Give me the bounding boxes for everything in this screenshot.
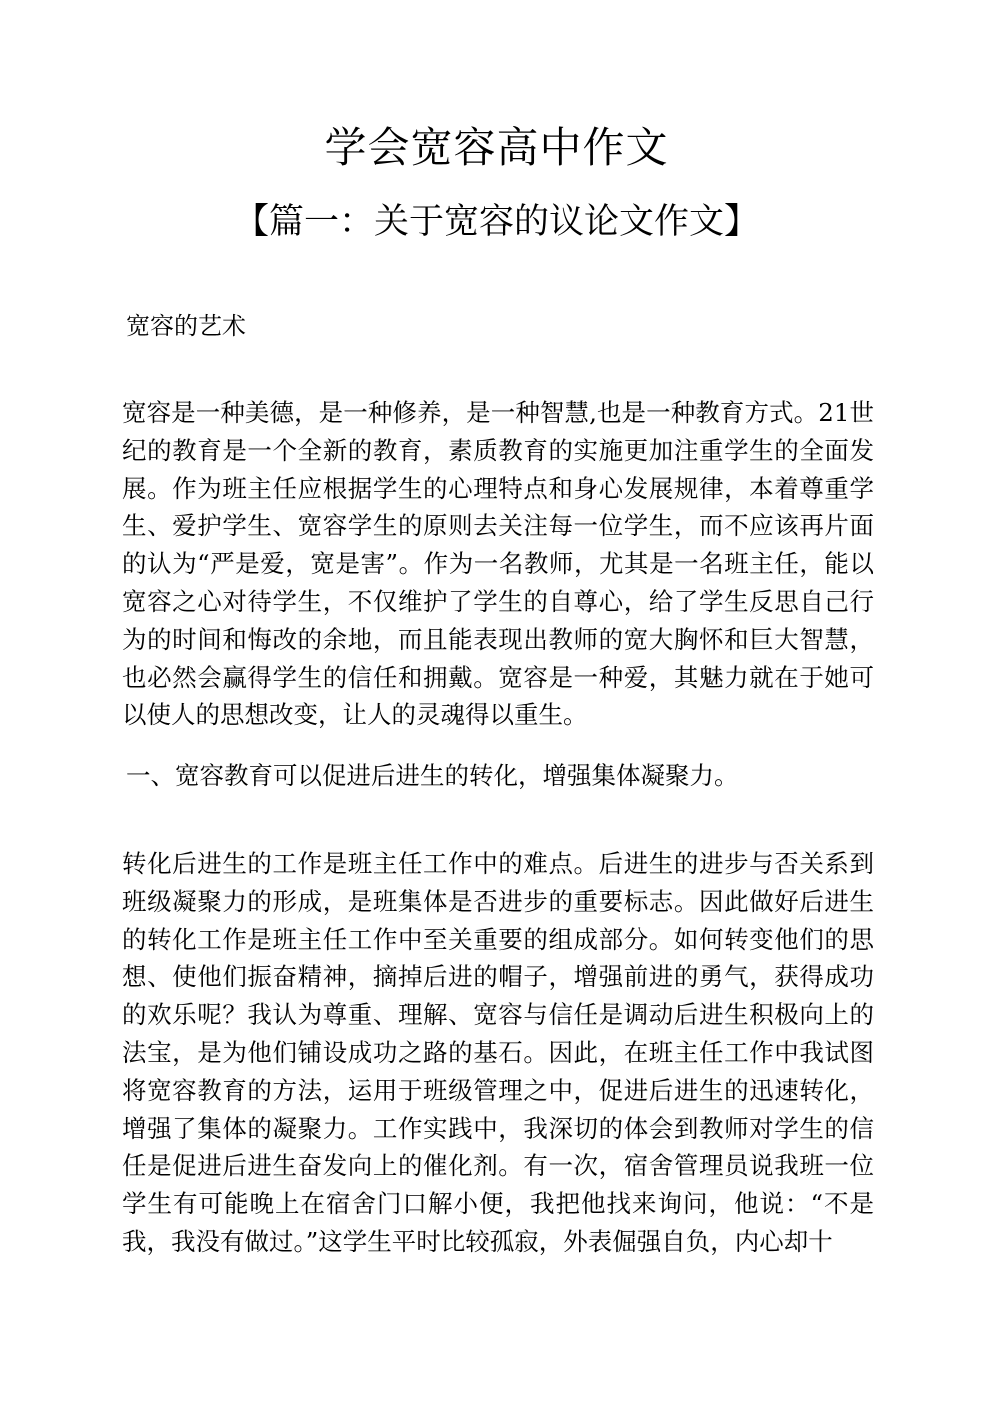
section-heading-1: 一、宽容教育可以促进后进生的转化，增强集体凝聚力。 — [126, 761, 739, 790]
section-label: 宽容的艺术 — [126, 312, 246, 340]
document-subtitle: 【篇一：关于宽容的议论文作文】 — [233, 202, 759, 242]
document-title: 学会宽容高中作文 — [324, 123, 669, 172]
body-paragraph-1: 宽容是一种美德，是一种修养，是一种智慧,也是一种教育方式。21世纪的教育是一个全新的教育，素质教育的实施更加注重学生的全面发展。作为班主任应根据学生的心理特点和身心发展规律，本着尊重学生、爱护学生、宽容学生的原则去关注每一位学生，而不应该再片面的认为“严是爱，宽是害”。作为一名教师，尤其是一名班主任，能以宽容之心对待学生，不仅维护了学生的自尊心，给了学生反思自己行为的时间和悔改的余地，而且能表现出教师的宽大胸怀和巨大智慧，也必然会赢得学生的信任和拥戴。宽容是一种爱，其魅力就在于她可以使人的思想改变，让人的灵魂得以重生。 — [122, 398, 874, 730]
body-paragraph-2: 转化后进生的工作是班主任工作中的难点。后进生的进步与否关系到班级凝聚力的形成，是班集体是否进步的重要标志。因此做好后进生的转化工作是班主任工作中至关重要的组成部分。如何转变他们的思想、使他们振奋精神，摘掉后进的帽子，增强前进的勇气，获得成功的欢乐呢？我认为尊重、理解、宽容与信任是调动后进生积极向上的法宝，是为他们铺设成功之路的基石。因此，在班主任工作中我试图将宽容教育的方法，运用于班级管理之中，促进后进生的迅速转化，增强了集体的凝聚力。工作实践中，我深切的体会到教师对学生的信任是促进后进生奋发向上的催化剂。有一次，宿舍管理员说我班一位学生有可能晚上在宿舍门口解小便，我把他找来询问，他说：“不是我，我没有做过。”这学生平时比较孤寂，外表倔强自负，内心却十 — [122, 849, 874, 1256]
